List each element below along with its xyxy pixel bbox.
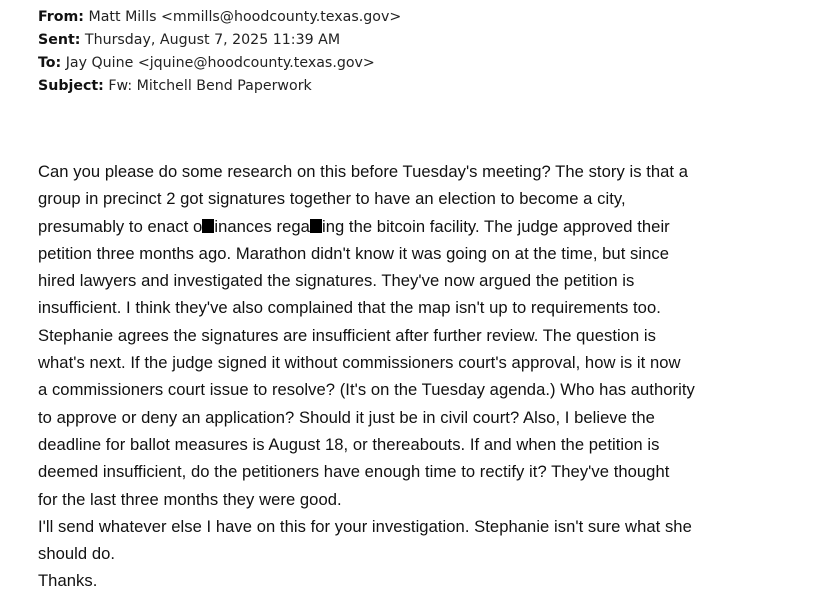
body-line: deemed insufficient, do the petitioners have enough time to rectify it? They've thought	[38, 462, 670, 482]
body-line: insufficient. I think they've also complained that the map isn't up to requirements too.	[38, 298, 661, 318]
email-body	[38, 158, 808, 595]
email-message	[38, 6, 808, 595]
from-row	[38, 6, 808, 29]
body-line: a commissioners court issue to resolve? (It's on the Tuesday agenda.) Who has authority	[38, 380, 695, 400]
from-label: From:	[38, 9, 84, 25]
body-line: for the last three months they were good.	[38, 489, 342, 509]
body-line: Thanks.	[38, 571, 98, 591]
body-line: Can you please do some research on this before Tuesday's meeting? The story is that a	[38, 162, 689, 181]
to-label: To:	[38, 55, 62, 71]
to-value: Jay Quine <jquine@hoodcounty.texas.gov>	[65, 55, 375, 71]
body-line: to approve or deny an application? Should it just be in civil court? Also, I believe the	[38, 407, 655, 427]
sent-row	[38, 29, 808, 52]
to-row	[38, 52, 808, 75]
body-text-fragment: ing the bitcoin facility. The judge approved their	[321, 216, 670, 236]
subject-label: Subject:	[38, 78, 104, 94]
redaction-block	[202, 219, 214, 233]
body-text-fragment: presumably to enact o	[38, 216, 203, 236]
body-line: group in precinct 2 got signatures together to have an election to become a city,	[38, 189, 626, 209]
sent-label: Sent:	[38, 32, 81, 48]
body-line: hired lawyers and investigated the signatures. They've now argued the petition is	[38, 271, 635, 291]
body-line: petition three months ago. Marathon didn't know it was going on at the time, but since	[38, 243, 670, 263]
sent-value: Thursday, August 7, 2025 11:39 AM	[84, 32, 341, 48]
subject-row	[38, 75, 808, 98]
redaction-block	[310, 219, 322, 233]
body-text-fragment: inances rega	[214, 216, 310, 236]
body-line: Stephanie agrees the signatures are insufficient after further review. The question is	[38, 325, 657, 345]
body-line: what's next. If the judge signed it without commissioners court's approval, how is it now	[38, 353, 681, 373]
body-line: I'll send whatever else I have on this for your investigation. Stephanie isn't sure what she	[38, 516, 692, 536]
body-line: should do.	[38, 544, 116, 564]
subject-value: Fw: Mitchell Bend Paperwork	[108, 78, 312, 94]
email-header	[38, 6, 808, 98]
from-value: Matt Mills <mmills@hoodcounty.texas.gov>	[88, 9, 402, 25]
body-line: deadline for ballot measures is August 18, or thereabouts. If and when the petition is	[38, 434, 660, 454]
body-line	[38, 213, 808, 240]
